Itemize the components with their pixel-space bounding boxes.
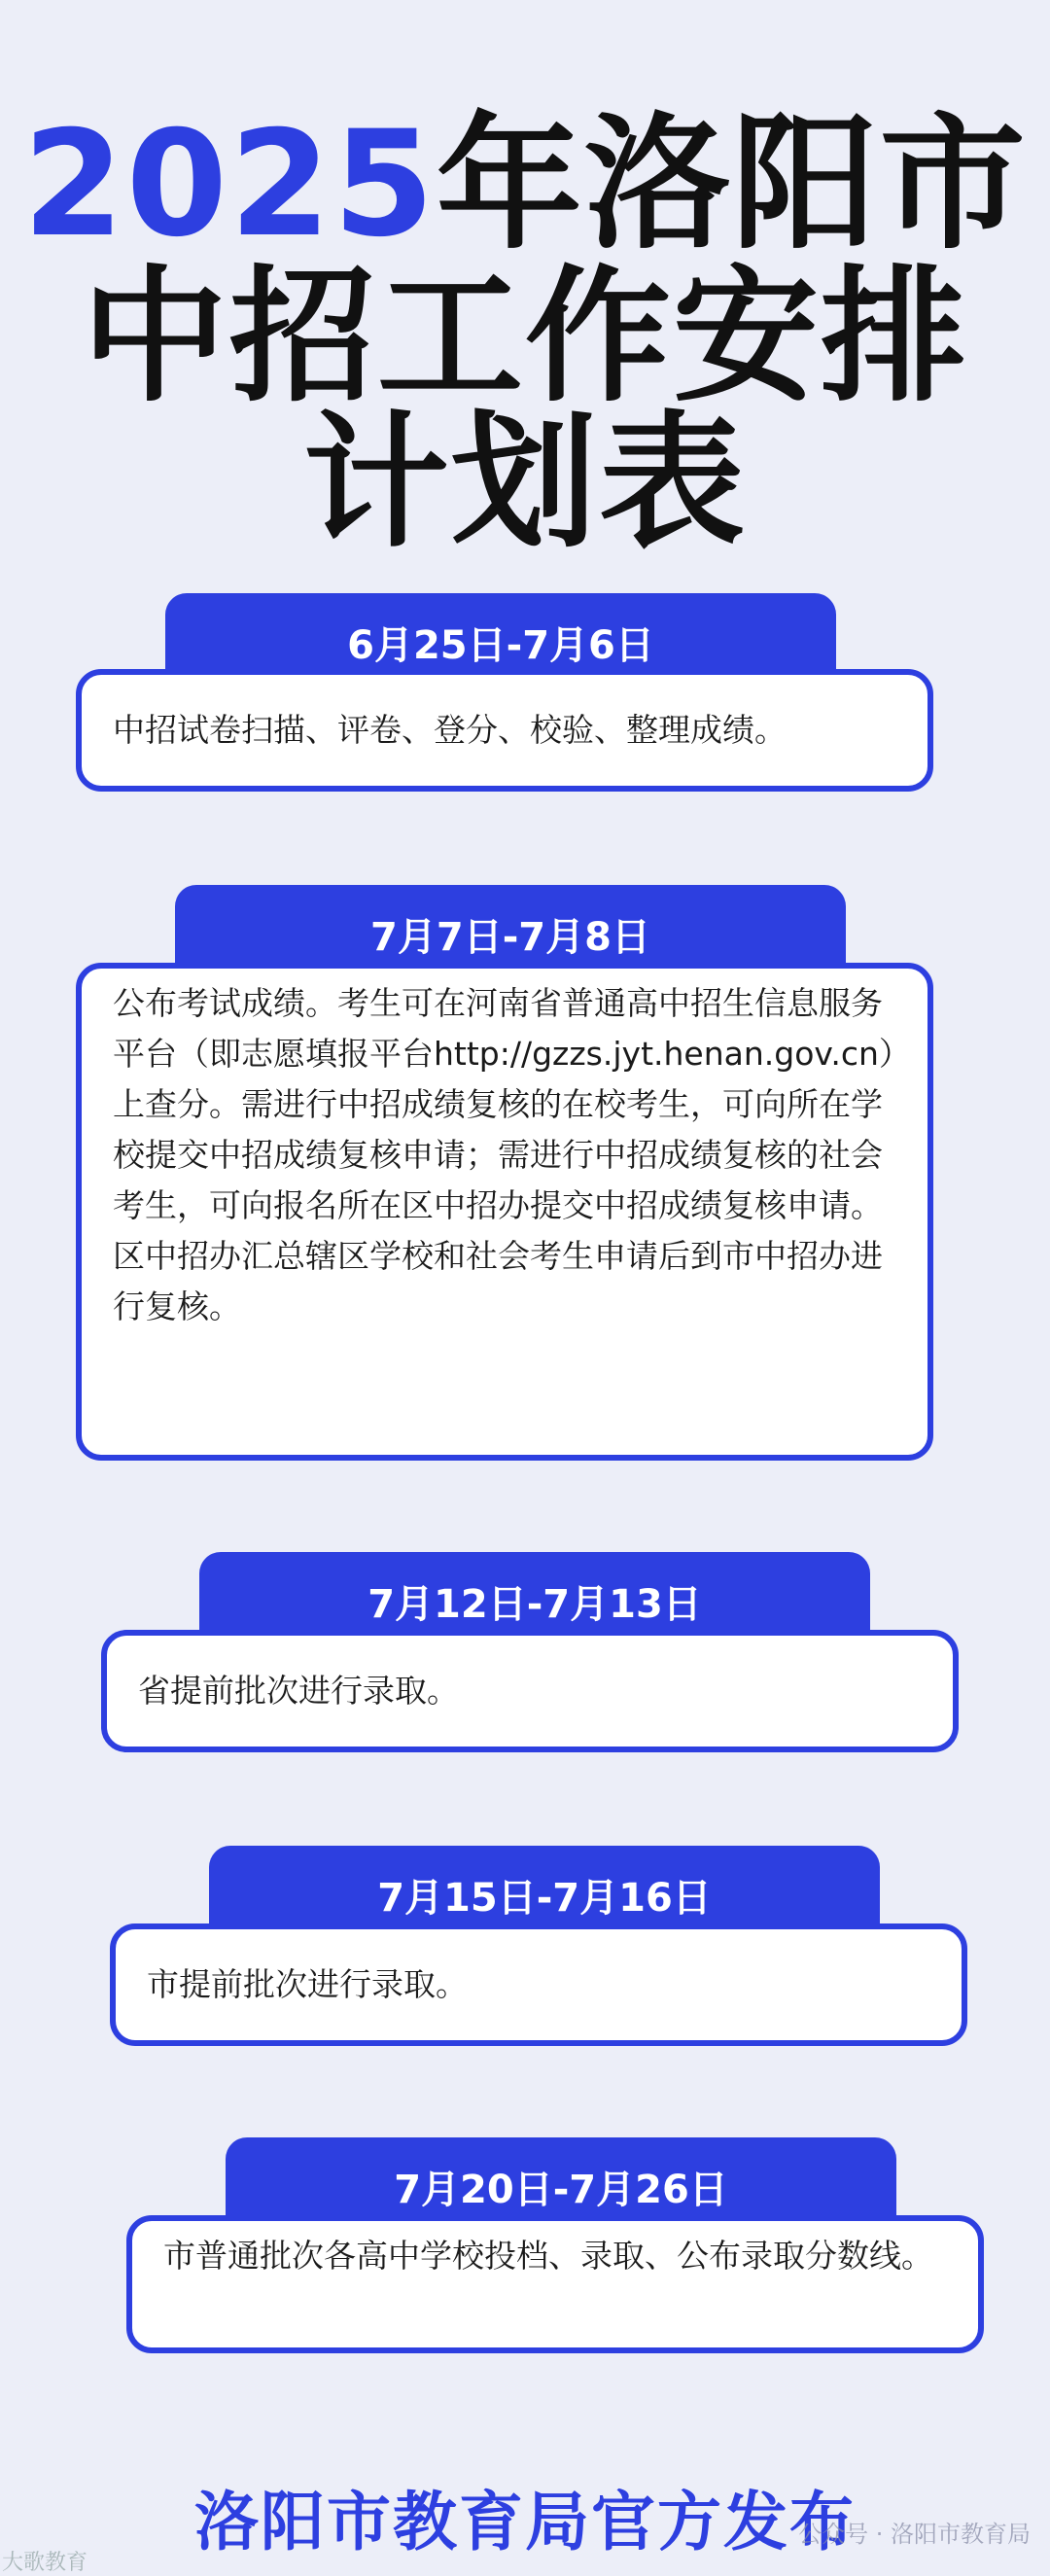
watermark-left: 大歌教育 <box>2 2551 88 2575</box>
schedule-date-tag: 7月12日-7月13日 <box>199 1552 870 1649</box>
footer-publisher: 洛阳市教育局官方发布 <box>194 2485 856 2559</box>
schedule-item-text: 省提前批次进行录取。 <box>101 1630 959 1752</box>
schedule-item-text: 中招试卷扫描、评卷、登分、校验、整理成绩。 <box>76 669 933 792</box>
watermark-right: 公众号 · 洛阳市教育局 <box>798 2521 1031 2548</box>
schedule-date-tag: 7月7日-7月8日 <box>175 885 846 982</box>
title-line-1-rest: 年洛阳市 <box>436 100 1028 269</box>
schedule-item-text: 公布考试成绩。考生可在河南省普通高中招生信息服务平台（即志愿填报平台http://gzzs.jyt.henan.gov.cn）上查分。需进行中招成绩复核的在校考生，可向所在学校提交中招成绩复核申请；需进行中招成绩复核的社会考生，可向报名所在区中招办提交中招成绩复核申请。区中招办汇总辖区学校和社会考生申请后到市中招办进行复核。 <box>76 963 933 1461</box>
schedule-date-tag: 6月25日-7月6日 <box>165 593 836 690</box>
title-line-3: 计划表 <box>302 399 747 568</box>
title-year: 2025 <box>22 100 437 269</box>
schedule-date-tag: 7月20日-7月26日 <box>226 2137 896 2235</box>
title-line-2: 中招工作安排 <box>81 253 968 422</box>
schedule-item-text: 市普通批次各高中学校投档、录取、公布录取分数线。 <box>126 2215 984 2353</box>
schedule-date-tag: 7月15日-7月16日 <box>209 1846 880 1943</box>
title-line-1 <box>0 102 1050 267</box>
schedule-item-text: 市提前批次进行录取。 <box>110 1923 967 2046</box>
